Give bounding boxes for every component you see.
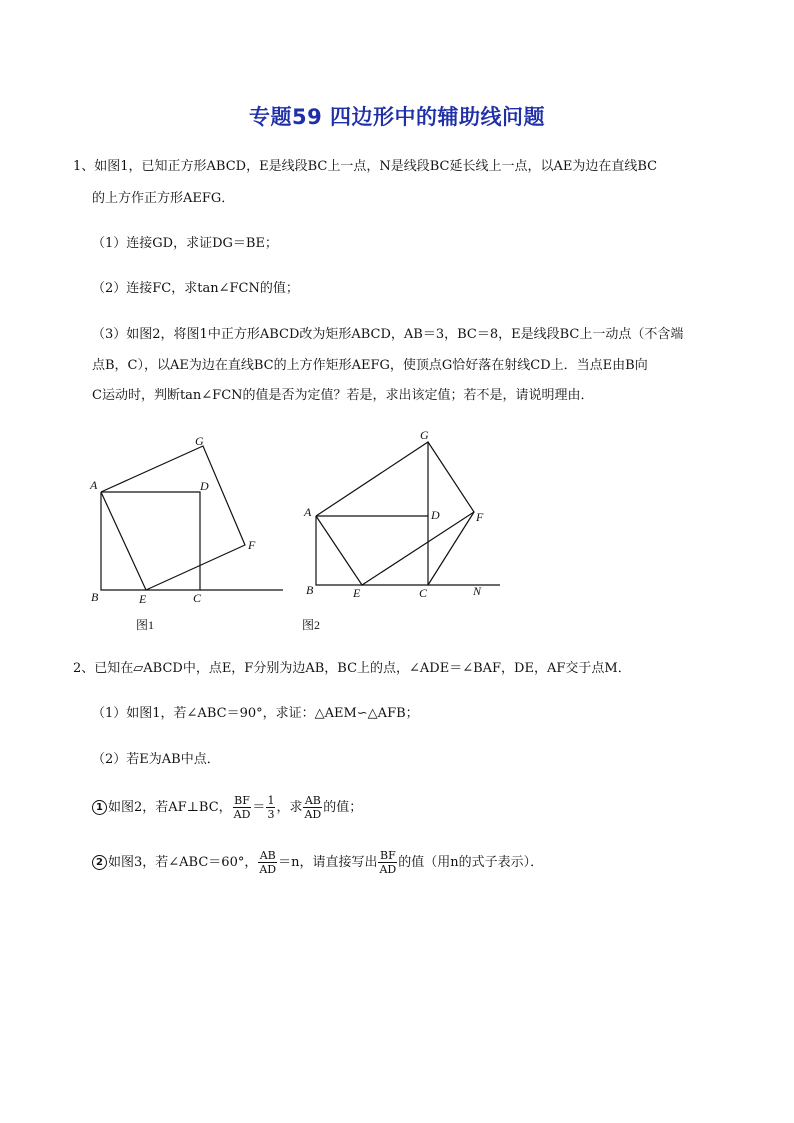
fraction-ab-ad-2: $\frac{AB}{AD}$	[259, 849, 277, 876]
figure-1-labels	[89, 434, 256, 632]
fig1-label-c: C	[193, 591, 202, 605]
figure-2-labels	[302, 428, 484, 632]
fraction-ab-ad: $\frac{AB}{AD}$	[304, 794, 322, 821]
fig1-square-aefg	[101, 446, 245, 590]
q2-part-1: （1）如图1，若∠ABC＝90°，求证：△AEM∽△AFB；	[92, 706, 419, 721]
q2-s1-eq: ＝	[252, 800, 266, 815]
q1-part-1: （1）连接GD，求证DG＝BE；	[92, 236, 278, 251]
q2-line-1: 2、已知在▱ABCD中，点E，F分别为边AB，BC上的点，∠ADE＝∠BAF，DE，AF交于点M．	[73, 661, 631, 676]
fraction-bf-ad: $\frac{BF}{AD}$	[233, 794, 251, 821]
fig2-label-b: B	[306, 583, 314, 597]
q2-s1-post: 的值；	[323, 800, 363, 815]
q2-s1-pre: 如图2，若AF⊥BC，	[108, 800, 232, 815]
figure-1	[101, 446, 283, 590]
geometry-figures	[80, 426, 520, 636]
fig2-label-c: C	[419, 586, 428, 600]
fraction-bf-ad-2: $\frac{BF}{AD}$	[379, 849, 397, 876]
fig2-label-a: A	[304, 505, 312, 519]
q2-subpart-1	[92, 791, 362, 825]
fig2-label-n: N	[473, 584, 482, 598]
q1-part-2: （2）连接FC，求tan∠FCN的值；	[92, 281, 299, 296]
fig2-label-f: F	[476, 510, 484, 524]
q2-s2-post: 的值（用n的式子表示）．	[398, 855, 544, 870]
fig2-rect-abcd	[316, 516, 428, 585]
fig2-caption: 图2	[302, 618, 321, 632]
page-title: 专题59 四边形中的辅助线问题	[248, 105, 546, 129]
fig2-label-d: D	[431, 508, 440, 522]
fig1-label-a: A	[90, 478, 98, 492]
q2-s2-mid: ＝n，请直接写出	[278, 855, 378, 870]
fig1-label-g: G	[195, 434, 204, 448]
fig1-caption: 图1	[136, 618, 155, 632]
q1-part-3-line-3: C运动时，判断tan∠FCN的值是否为定值？若是，求出该定值；若不是，请说明理由．	[92, 388, 594, 403]
q1-part-3-line-1: （3）如图2，将图1中正方形ABCD改为矩形ABCD，AB＝3，BC＝8，E是线段BC上一动点（不含端	[92, 327, 684, 342]
fig1-label-d: D	[200, 479, 209, 493]
fig1-label-b: B	[91, 590, 99, 604]
fig2-label-e: E	[353, 586, 361, 600]
circled-number-2: 2	[92, 855, 107, 870]
q1-line-1: 1、如图1，已知正方形ABCD，E是线段BC上一点，N是线段BC延长线上一点，以AE为边在直线BC	[73, 159, 658, 174]
figure-2	[316, 442, 500, 585]
q1-line-2: 的上方作正方形AEFG．	[92, 191, 235, 206]
fig2-segment-fc	[428, 512, 474, 585]
fraction-one-third: $\frac{1}{3}$	[267, 794, 275, 821]
circled-number-1: 1	[92, 800, 107, 815]
fig1-label-e: E	[139, 592, 147, 606]
q1-part-3-line-2: 点B，C），以AE为边在直线BC的上方作矩形AEFG，使顶点G恰好落在射线CD上．当点E由B向	[92, 358, 648, 373]
q2-s1-mid: ，求	[276, 800, 303, 815]
fig1-square-abcd	[101, 492, 200, 590]
q2-s2-pre: 如图3，若∠ABC＝60°，	[108, 855, 258, 870]
fig1-label-f: F	[248, 538, 256, 552]
fig2-label-g: G	[420, 428, 429, 442]
fig2-rect-aefg	[316, 442, 474, 585]
q2-part-2: （2）若E为AB中点．	[92, 752, 220, 767]
q2-subpart-2	[92, 846, 543, 880]
